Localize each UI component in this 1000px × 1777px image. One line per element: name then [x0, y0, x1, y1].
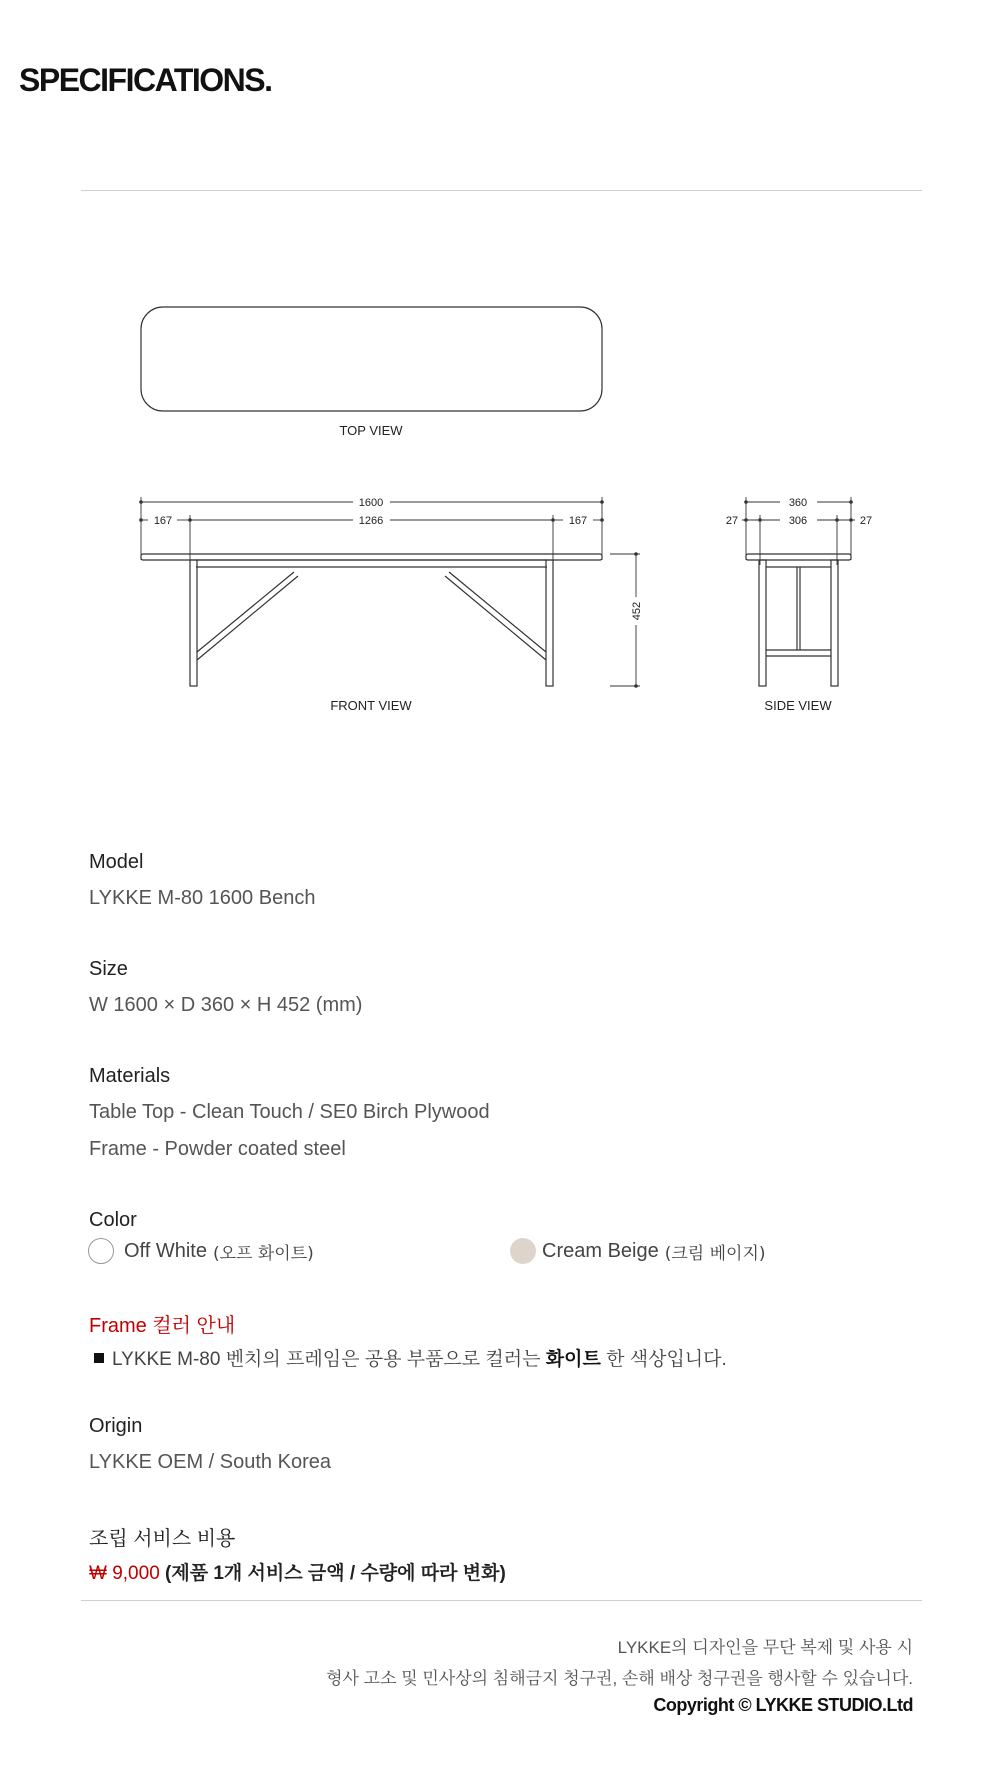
color-option-off-white — [88, 1238, 314, 1264]
front-view-bench — [141, 554, 602, 686]
model-value: LYKKE M-80 1600 Bench — [89, 887, 316, 909]
origin-value: LYKKE OEM / South Korea — [89, 1451, 331, 1473]
dim-inner-depth: 306 — [788, 515, 808, 527]
footer-warning-line2: 형사 고소 및 민사상의 침해금지 청구권, 손해 배상 청구권을 행사할 수 있습니다. — [326, 1669, 913, 1688]
frame-notice-label: Frame 컬러 안내 — [89, 1315, 236, 1337]
page-title: SPECIFICATIONS. — [19, 62, 272, 98]
dim-depth: 360 — [788, 497, 808, 509]
front-view-label: FRONT VIEW — [330, 698, 412, 713]
frame-notice-text-after: 한 색상입니다. — [600, 1349, 727, 1370]
frame-notice-bold: 화이트 — [545, 1349, 601, 1370]
dim-side-left-overhang: 27 — [725, 515, 739, 527]
dim-total-length: 1600 — [358, 497, 384, 509]
bench-technical-drawing — [0, 280, 1000, 720]
color-label: Color — [89, 1209, 137, 1231]
origin-label: Origin — [89, 1415, 143, 1437]
materials-line-frame: Frame - Powder coated steel — [89, 1138, 346, 1160]
cream-beige-name: Cream Beige — [542, 1239, 659, 1262]
top-divider — [81, 190, 922, 191]
square-bullet-icon — [94, 1353, 104, 1363]
off-white-name-ko: (오프 화이트) — [213, 1243, 314, 1264]
bottom-divider — [81, 1600, 922, 1601]
dim-left-overhang: 167 — [153, 515, 173, 527]
dim-inner-length: 1266 — [358, 515, 384, 527]
dim-side-right-overhang: 27 — [859, 515, 873, 527]
size-label: Size — [89, 958, 128, 980]
dim-right-overhang: 167 — [568, 515, 588, 527]
materials-label: Materials — [89, 1065, 171, 1087]
off-white-name: Off White — [124, 1239, 207, 1262]
front-dimension-dots — [139, 500, 638, 688]
side-view-bench — [746, 554, 851, 686]
cream-beige-swatch — [510, 1238, 536, 1264]
footer-warning-line1: LYKKE의 디자인을 무단 복제 및 사용 시 — [617, 1638, 913, 1657]
frame-notice-text-before: LYKKE M-80 벤치의 프레임은 공용 부품으로 컬러는 — [112, 1349, 546, 1370]
color-option-cream-beige — [510, 1238, 766, 1264]
side-view-label: SIDE VIEW — [764, 698, 832, 713]
size-value: W 1600 × D 360 × H 452 (mm) — [89, 994, 363, 1016]
assembly-price-line — [89, 1558, 506, 1585]
frame-notice-text — [94, 1344, 727, 1371]
front-dimension-lines — [141, 497, 640, 686]
dim-height: 452 — [631, 601, 643, 621]
materials-line-tabletop: Table Top - Clean Touch / SE0 Birch Plywood — [89, 1101, 490, 1123]
off-white-swatch — [88, 1238, 114, 1264]
model-label: Model — [89, 851, 144, 873]
assembly-label: 조립 서비스 비용 — [89, 1528, 236, 1550]
top-view-outline — [141, 307, 602, 411]
assembly-note: (제품 1개 서비스 금액 / 수량에 따라 변화) — [165, 1563, 506, 1584]
cream-beige-name-ko: (크림 베이지) — [664, 1243, 766, 1264]
footer-copyright: Copyright © LYKKE STUDIO.Ltd — [653, 1695, 913, 1715]
assembly-price: ₩ 9,000 — [89, 1563, 160, 1584]
top-view-label: TOP VIEW — [339, 423, 403, 438]
